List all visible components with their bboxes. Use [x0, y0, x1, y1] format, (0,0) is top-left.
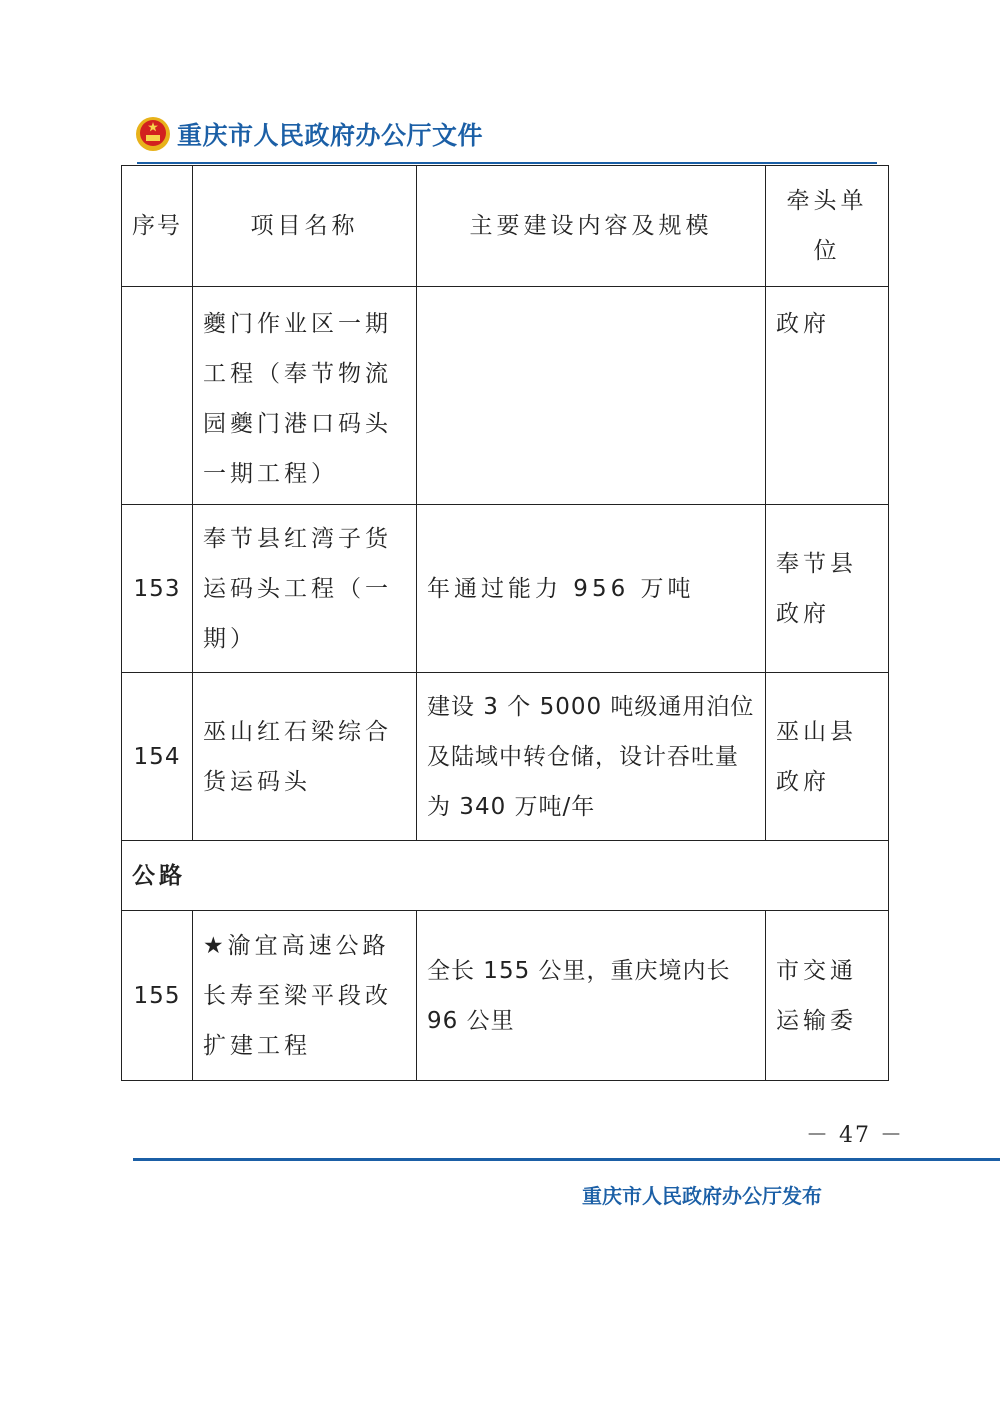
header-divider	[137, 162, 877, 164]
national-emblem-icon	[135, 116, 171, 152]
publisher-label: 重庆市人民政府办公厅发布	[582, 1184, 822, 1208]
document-header	[135, 112, 483, 156]
row-name: 奉节县红湾子货运码头工程（一期）	[193, 505, 417, 673]
header-title: 重庆市人民政府办公厅文件	[177, 121, 484, 150]
row-lead: 巫山县政府	[766, 673, 889, 841]
table-row	[122, 505, 889, 673]
row-lead: 奉节县政府	[766, 505, 889, 673]
row-num: 153	[122, 505, 193, 673]
header-cell-num: 序号	[122, 166, 193, 287]
table-header-row	[122, 166, 889, 287]
row-num	[122, 287, 193, 505]
row-content: 建设 3 个 5000 吨级通用泊位及陆域中转仓储，设计吞吐量为 340 万吨/年	[417, 673, 766, 841]
footer-divider	[133, 1158, 1000, 1161]
section-row	[122, 841, 889, 911]
row-name: 夔门作业区一期工程（奉节物流园夔门港口码头一期工程）	[193, 287, 417, 505]
section-label: 公路	[122, 841, 889, 911]
row-name: ★渝宜高速公路长寿至梁平段改扩建工程	[193, 911, 417, 1081]
header-cell-name: 项目名称	[193, 166, 417, 287]
row-num: 155	[122, 911, 193, 1081]
row-content: 全长 155 公里，重庆境内长 96 公里	[417, 911, 766, 1081]
row-content: 年通过能力 956 万吨	[417, 505, 766, 673]
table-row	[122, 911, 889, 1081]
row-name: 巫山红石梁综合货运码头	[193, 673, 417, 841]
row-lead: 政府	[766, 287, 889, 505]
row-lead: 市交通运输委	[766, 911, 889, 1081]
page-number: － 47 －	[806, 1123, 904, 1148]
row-num: 154	[122, 673, 193, 841]
header-cell-lead: 牵头单位	[766, 166, 889, 287]
row-content	[417, 287, 766, 505]
table-row	[122, 287, 889, 505]
project-table	[121, 165, 889, 1081]
header-cell-content: 主要建设内容及规模	[417, 166, 766, 287]
table-row	[122, 673, 889, 841]
